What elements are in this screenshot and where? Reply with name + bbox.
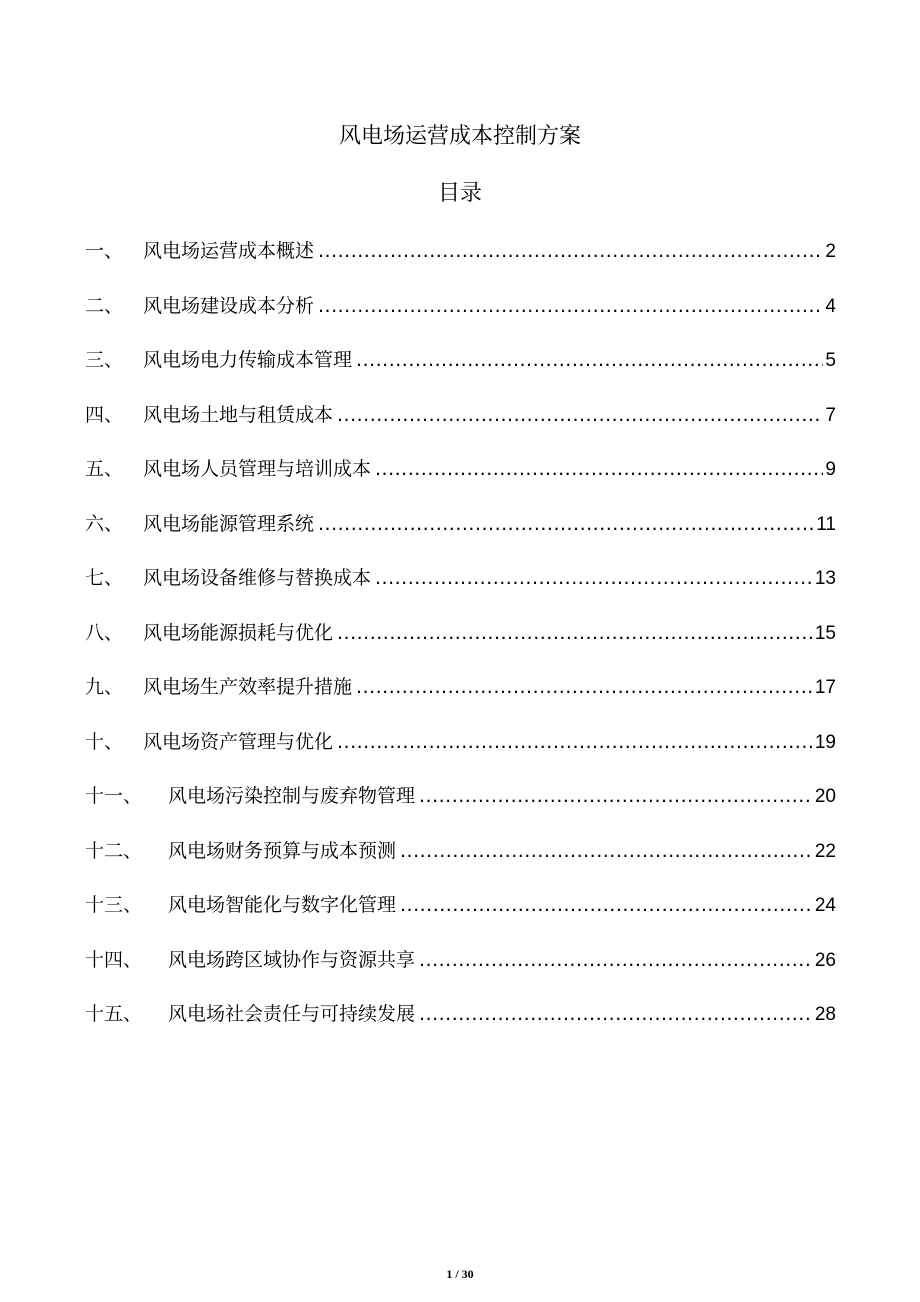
page-number-indicator: 1 / 30 (446, 1267, 474, 1281)
toc-entry-title: 风电场能源管理系统 (143, 512, 315, 535)
toc-dot-leader (375, 452, 823, 486)
table-of-contents (85, 234, 836, 1052)
toc-dot-leader (337, 725, 813, 759)
toc-entry-title: 风电场污染控制与废弃物管理 (168, 785, 416, 807)
toc-entry-number: 十一、 (85, 785, 143, 807)
toc-entry-number: 九、 (85, 676, 124, 698)
toc-entry-title: 风电场运营成本概述 (143, 240, 315, 262)
toc-entry-page: 15 (814, 622, 836, 644)
toc-entry-page: 13 (814, 568, 836, 589)
toc-dot-leader (400, 834, 813, 868)
document-title: 风电场运营成本控制方案 (338, 124, 581, 149)
toc-dot-leader (419, 997, 813, 1031)
toc-dot-leader (356, 670, 813, 704)
toc-entry-title: 风电场资产管理与优化 (143, 730, 334, 753)
toc-entry-number: 五、 (85, 458, 124, 480)
toc-entry-number: 十二、 (85, 839, 143, 862)
toc-entry[interactable] (85, 452, 836, 507)
toc-dot-leader (375, 561, 813, 595)
toc-entry-page: 7 (825, 404, 836, 426)
toc-entry-number: 八、 (85, 621, 124, 644)
toc-entry-page: 22 (814, 840, 836, 862)
toc-entry-number: 三、 (85, 349, 124, 371)
toc-entry-page: 20 (814, 786, 836, 807)
toc-entry[interactable] (85, 779, 836, 834)
toc-entry-page: 17 (814, 677, 836, 698)
toc-heading: 目录 (437, 181, 482, 206)
toc-entry-page: 28 (814, 1004, 836, 1025)
toc-entry-title: 风电场土地与租赁成本 (143, 403, 334, 426)
toc-entry[interactable] (85, 561, 836, 616)
toc-dot-leader (337, 616, 813, 650)
toc-entry-title: 风电场人员管理与培训成本 (143, 458, 372, 480)
toc-entry-title: 风电场跨区域协作与资源共享 (168, 948, 416, 971)
toc-dot-leader (400, 888, 813, 922)
toc-entry[interactable] (85, 616, 836, 671)
toc-entry-number: 四、 (85, 403, 124, 426)
toc-entry-page: 19 (814, 731, 836, 753)
toc-entry[interactable] (85, 834, 836, 889)
toc-entry[interactable] (85, 888, 836, 943)
toc-entry-page: 5 (825, 350, 836, 371)
toc-entry[interactable] (85, 343, 836, 398)
toc-entry-number: 六、 (85, 512, 124, 535)
toc-dot-leader (356, 343, 823, 377)
toc-entry-title: 风电场设备维修与替换成本 (143, 567, 372, 589)
toc-entry-page: 2 (825, 241, 836, 262)
toc-entry-title: 风电场能源损耗与优化 (143, 621, 334, 644)
toc-dot-leader (318, 234, 823, 268)
toc-dot-leader (318, 289, 823, 323)
toc-entry[interactable] (85, 398, 836, 453)
toc-dot-leader (419, 779, 813, 813)
toc-entry-page: 9 (825, 459, 836, 480)
toc-entry-number: 十、 (85, 730, 124, 753)
toc-entry-title: 风电场智能化与数字化管理 (168, 894, 397, 916)
toc-entry[interactable] (85, 943, 836, 998)
toc-entry-page: 24 (814, 895, 836, 916)
toc-entry-number: 二、 (85, 294, 124, 317)
toc-entry-number: 一、 (85, 240, 124, 262)
toc-entry-title: 风电场建设成本分析 (143, 294, 315, 317)
toc-entry-number: 十五、 (85, 1003, 143, 1025)
toc-entry-page: 11 (816, 513, 836, 535)
toc-entry[interactable] (85, 289, 836, 344)
toc-entry-title: 风电场财务预算与成本预测 (168, 839, 397, 862)
toc-dot-leader (337, 398, 823, 432)
toc-entry[interactable] (85, 670, 836, 725)
toc-entry-title: 风电场社会责任与可持续发展 (168, 1003, 416, 1025)
toc-dot-leader (419, 943, 813, 977)
toc-entry[interactable] (85, 997, 836, 1052)
toc-entry[interactable] (85, 725, 836, 780)
toc-entry[interactable] (85, 234, 836, 289)
toc-entry-number: 十四、 (85, 948, 143, 971)
toc-dot-leader (318, 507, 814, 541)
toc-entry-title: 风电场生产效率提升措施 (143, 676, 353, 698)
toc-entry-page: 26 (814, 949, 836, 971)
toc-entry-title: 风电场电力传输成本管理 (143, 349, 353, 371)
toc-entry-number: 十三、 (85, 894, 143, 916)
toc-entry[interactable] (85, 507, 836, 562)
toc-entry-number: 七、 (85, 567, 124, 589)
toc-entry-page: 4 (825, 295, 836, 317)
